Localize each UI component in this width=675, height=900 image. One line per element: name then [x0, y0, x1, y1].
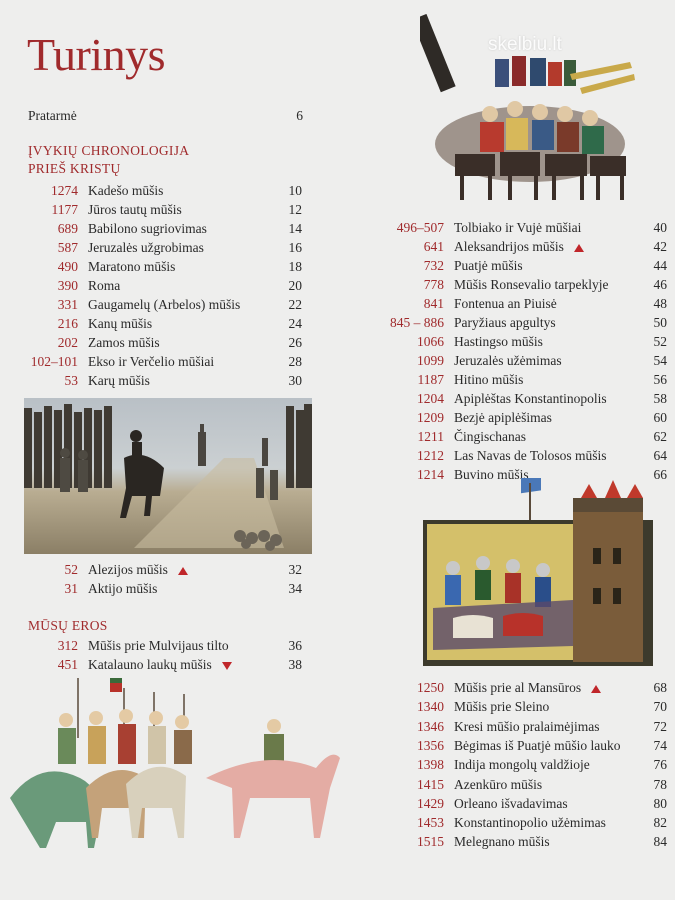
toc-entry-year: 1515	[417, 834, 444, 850]
illustration-castle-battle-miniature	[423, 478, 653, 666]
toc-entry-year: 451	[57, 657, 78, 672]
toc-entry-page: 40	[653, 220, 667, 235]
toc-entry-page: 80	[653, 795, 667, 811]
toc-entry-label: Aktijo mūšis	[88, 581, 158, 596]
toc-entry-year: 778	[423, 277, 444, 292]
toc-entry-label: Bėgimas iš Puatjė mūšio lauko	[454, 737, 621, 753]
toc-entry[interactable]	[20, 295, 302, 314]
toc-entry-year: 1453	[417, 815, 444, 831]
toc-entry-label: Bezjė apiplėšimas	[454, 410, 552, 425]
toc-entry-label: Čingischanas	[454, 429, 526, 444]
toc-entry-year: 390	[57, 278, 78, 293]
triangle-up-icon	[178, 567, 188, 575]
toc-entry-page: 50	[653, 315, 667, 330]
toc-entry[interactable]	[388, 218, 667, 237]
subsection-heading-bc: PRIEŠ KRISTŲ	[28, 161, 121, 176]
toc-entry[interactable]	[388, 427, 667, 446]
toc-entry-year: 841	[423, 296, 444, 311]
toc-entry-year: 1187	[417, 372, 444, 387]
toc-entry-label: Aleksandrijos mūšis	[454, 237, 584, 256]
toc-entry-label: Karų mūšis	[88, 373, 150, 388]
toc-entry-page: 10	[288, 183, 302, 198]
toc-entry-label: Roma	[88, 278, 121, 293]
toc-entry-page: 82	[653, 815, 667, 831]
toc-entry-year: 1204	[417, 391, 444, 406]
toc-entry-year: 1274	[51, 183, 78, 198]
section-heading-chronology: ĮVYKIŲ CHRONOLOGIJA	[28, 143, 190, 158]
toc-entry-page: 30	[288, 373, 302, 388]
toc-entry[interactable]	[388, 408, 667, 427]
toc-entry-label: Mūšis prie Sleino	[454, 699, 550, 715]
toc-entry-label: Jūros tautų mūšis	[88, 202, 182, 217]
toc-entry[interactable]	[388, 678, 667, 697]
toc-entry-label: Paryžiaus apgultys	[454, 315, 556, 330]
toc-entry-label: Puatjė mūšis	[454, 258, 523, 273]
toc-entry-label: Kresi mūšio pralaimėjimas	[454, 718, 600, 734]
toc-entry-page: 28	[288, 354, 302, 369]
toc-entry-year: 1429	[417, 795, 444, 811]
toc-entry[interactable]	[20, 352, 302, 371]
toc-entry[interactable]	[20, 636, 302, 655]
toc-entry-page: 84	[653, 834, 667, 850]
toc-entry-label: Mūšis Ronsevalio tarpeklyje	[454, 277, 609, 292]
toc-entry-year: 641	[423, 239, 444, 254]
watermark: skelbiu.lt	[488, 34, 562, 55]
triangle-up-icon	[574, 244, 584, 252]
toc-entry-year: 845 – 886	[390, 315, 444, 330]
toc-entry-label: Ekso ir Verčelio mūšiai	[88, 354, 215, 369]
toc-entry[interactable]	[388, 237, 667, 256]
toc-entry-label: Jeruzalės užėmimas	[454, 353, 562, 368]
toc-entry-label: Mūšis prie al Mansūros	[454, 678, 601, 697]
toc-entry-label: Jeruzalės užgrobimas	[88, 240, 204, 255]
toc-entry-page: 36	[288, 638, 302, 653]
toc-entry-year: 1212	[417, 448, 444, 463]
toc-entry-page: 48	[653, 296, 667, 311]
toc-entry-page: 20	[288, 278, 302, 293]
toc-entry-page: 62	[653, 429, 667, 444]
toc-entry-year: 1340	[417, 699, 444, 715]
page-title: Turinys	[27, 29, 165, 80]
toc-entry-label: Tolbiako ir Vujė mūšiai	[454, 220, 582, 235]
toc-entry-label: Fontenua an Piuisė	[454, 296, 557, 311]
toc-entry-page: 70	[653, 699, 667, 715]
toc-entry-page: 26	[288, 335, 302, 350]
toc-entry-page: 56	[653, 372, 667, 387]
toc-entry-page: 78	[653, 776, 667, 792]
illustration-cavalry-banners	[420, 14, 642, 209]
toc-entry-year: 331	[57, 297, 78, 312]
toc-entry-page: 52	[653, 334, 667, 349]
toc-entry[interactable]	[388, 813, 667, 832]
toc-entry[interactable]	[20, 579, 302, 598]
toc-entry[interactable]	[388, 370, 667, 389]
toc-entry[interactable]	[388, 446, 667, 465]
toc-entry[interactable]	[388, 832, 667, 851]
toc-entry-year: 1356	[417, 737, 444, 753]
toc-entry-year: 1211	[417, 429, 444, 444]
toc-entry[interactable]	[20, 371, 302, 390]
toc-entry-label: Katalauno laukų mūšis	[88, 655, 232, 674]
toc-entry-label: Alezijos mūšis	[88, 560, 188, 579]
illustration-roman-camp-painting	[24, 398, 312, 554]
toc-entry-page: 74	[653, 737, 667, 753]
toc-entry-label: Pratarmė	[28, 108, 77, 123]
toc-entry-label: Las Navas de Tolosos mūšis	[454, 448, 607, 463]
toc-entry-year: 1250	[417, 680, 444, 695]
toc-entry-page: 14	[288, 221, 302, 236]
triangle-up-icon	[591, 685, 601, 693]
toc-entry-label: Orleano išvadavimas	[454, 795, 568, 811]
illustration-mounted-knights	[6, 668, 346, 848]
toc-entry[interactable]	[20, 333, 302, 352]
toc-entry[interactable]	[388, 775, 667, 794]
toc-entry-label: Babilono sugriovimas	[88, 221, 207, 236]
toc-entry[interactable]	[20, 238, 302, 257]
toc-entry-page: 42	[653, 239, 667, 254]
toc-entry-label: Buvino mūšis	[454, 467, 529, 482]
toc-entry-page: 32	[288, 562, 302, 577]
toc-entry[interactable]	[20, 314, 302, 333]
toc-entry-year: 1415	[417, 776, 444, 792]
toc-entry-label: Zamos mūšis	[88, 335, 160, 350]
toc-entry-year: 31	[64, 581, 78, 596]
toc-entry-page: 46	[653, 277, 667, 292]
toc-entry-year: 1346	[417, 718, 444, 734]
toc-entry-page: 22	[288, 297, 302, 312]
toc-entry-preface[interactable]	[28, 106, 303, 125]
toc-entry-year: 1099	[417, 353, 444, 368]
toc-entry-year: 1066	[417, 334, 444, 349]
toc-entry[interactable]	[388, 736, 667, 755]
toc-entry-label: Indija mongolų valdžioje	[454, 757, 590, 773]
toc-entry[interactable]	[20, 257, 302, 276]
toc-entry-label: Apiplėštas Konstantinopolis	[454, 391, 607, 406]
toc-entry-year: 202	[57, 335, 78, 350]
toc-entry-year: 490	[57, 259, 78, 274]
toc-entry-year: 53	[64, 373, 78, 388]
section-heading-ad: MŪSŲ EROS	[28, 618, 108, 633]
toc-entry[interactable]	[388, 717, 667, 736]
toc-entry[interactable]	[20, 276, 302, 295]
toc-entry-page: 38	[288, 657, 302, 672]
toc-entry[interactable]	[388, 351, 667, 370]
toc-entry-page: 18	[288, 259, 302, 274]
toc-entry[interactable]	[388, 256, 667, 275]
toc-entry-page: 12	[288, 202, 302, 217]
toc-entry[interactable]	[20, 181, 302, 200]
toc-entry-page: 68	[653, 680, 667, 695]
toc-entry-year: 1214	[417, 467, 444, 482]
toc-entry-year: 1398	[417, 757, 444, 773]
toc-entry-year: 496–507	[396, 220, 444, 235]
toc-entry-page: 34	[288, 581, 302, 596]
toc-entry-year: 689	[57, 221, 78, 236]
toc-entry-page: 66	[653, 467, 667, 482]
toc-entry[interactable]	[20, 200, 302, 219]
toc-entry-year: 102–101	[30, 354, 78, 369]
toc-entry[interactable]	[388, 275, 667, 294]
toc-entry-label: Hitino mūšis	[454, 372, 524, 387]
toc-entry[interactable]	[20, 560, 302, 579]
toc-entry[interactable]	[388, 313, 667, 332]
toc-entry[interactable]	[388, 389, 667, 408]
toc-entry-label: Kanų mūšis	[88, 316, 153, 331]
toc-entry-label: Kadešo mūšis	[88, 183, 164, 198]
toc-entry[interactable]	[388, 755, 667, 774]
toc-entry-page: 60	[653, 410, 667, 425]
toc-entry[interactable]	[20, 219, 302, 238]
toc-entry-year: 52	[64, 562, 78, 577]
toc-entry-label: Gaugamelų (Arbelos) mūšis	[88, 297, 241, 312]
toc-entry-label: Melegnano mūšis	[454, 834, 550, 850]
toc-entry-label: Hastingso mūšis	[454, 334, 543, 349]
toc-entry-page: 54	[653, 353, 667, 368]
toc-entry-page: 76	[653, 757, 667, 773]
toc-entry-page: 6	[296, 108, 303, 123]
toc-entry-label: Mūšis prie Mulvijaus tilto	[88, 638, 229, 653]
toc-entry-label: Konstantinopolio užėmimas	[454, 815, 606, 831]
toc-entry[interactable]	[388, 794, 667, 813]
toc-entry-page: 64	[653, 448, 667, 463]
toc-entry-page: 44	[653, 258, 667, 273]
toc-entry-label: Maratono mūšis	[88, 259, 176, 274]
toc-entry-page: 16	[288, 240, 302, 255]
toc-entry-year: 1177	[51, 202, 78, 217]
toc-entry-year: 1209	[417, 410, 444, 425]
toc-entry-page: 24	[288, 316, 302, 331]
toc-entry-page: 58	[653, 391, 667, 406]
toc-entry[interactable]	[388, 332, 667, 351]
toc-entry-year: 312	[57, 638, 78, 653]
toc-entry[interactable]	[388, 294, 667, 313]
toc-entry[interactable]	[388, 697, 667, 716]
toc-entry-year: 216	[57, 316, 78, 331]
toc-entry-year: 732	[423, 258, 444, 273]
toc-entry-label: Azenkūro mūšis	[454, 776, 543, 792]
toc-entry-year: 587	[57, 240, 78, 255]
toc-entry-page: 72	[653, 718, 667, 734]
